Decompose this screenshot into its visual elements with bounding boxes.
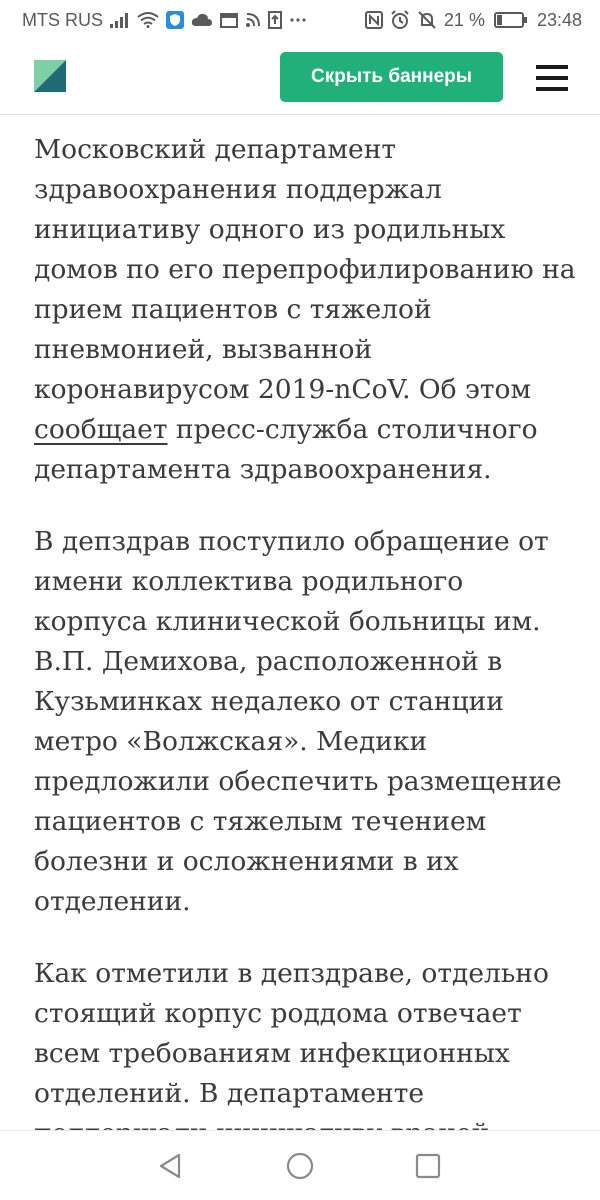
mute-icon [417,10,437,30]
recents-icon[interactable] [413,1151,443,1181]
clock: 23:48 [536,9,582,30]
text-line: отделений. В департаменте [34,1078,425,1109]
status-bar-right [365,10,582,31]
hide-banners-button[interactable]: Скрыть баннеры [280,52,503,102]
battery-level-fill [497,15,502,25]
shield-icon [166,11,184,29]
text-line: прием пациентов с тяжелой [34,294,432,325]
cloud-icon [191,13,213,27]
hamburger-menu-icon[interactable] [536,65,568,91]
text-line: пациентов с тяжелым течением [34,806,487,837]
signal-icon [110,12,130,28]
article-paragraph [34,522,574,922]
text-line: Кузьминках недалеко от станции [34,686,504,717]
article-paragraph [34,130,574,490]
text-line: Как отметили в депздраве, отдельно [34,958,549,989]
menu-bar-bottom [536,87,568,91]
text-line: стоящий корпус роддома отвечает [34,998,522,1029]
article-body [34,130,574,1186]
text-line: отделении. [34,886,191,917]
text-line: имени коллектива родильного [34,566,464,597]
text-line: инициативу одного из родильных [34,214,506,245]
source-link[interactable]: сообщает [34,414,168,445]
calendar-icon [220,12,238,28]
upload-icon [268,11,282,29]
text-line: департамента здравоохранения. [34,454,492,485]
alarm-icon [390,10,410,30]
battery-percent: 21 % [443,9,485,30]
text-line: В депздрав поступило обращение от [34,526,549,557]
menu-bar-middle [536,76,568,80]
site-logo[interactable] [34,60,66,92]
text-line: предложили обеспечить размещение [34,766,562,797]
text-line: домов по его перепрофилированию на [34,254,576,285]
back-icon[interactable] [155,1151,185,1181]
text-line: метро «Волжская». Медики [34,726,428,757]
text-line: В.П. Демихова, расположенной в [34,646,503,677]
status-bar-left [22,10,307,31]
nfc-icon [365,11,383,29]
site-header [0,40,600,115]
text-line: Московский департамент [34,134,397,165]
text-line: корпуса клинической больницы им. [34,606,541,637]
text-line [34,410,574,450]
more-icon [289,17,307,23]
battery-icon [494,12,524,28]
text-line: коронавирусом 2019-nCoV. Об этом [34,374,532,405]
text-fragment: пресс-служба столичного [167,414,538,445]
text-line: болезни и осложнениями в их [34,846,459,877]
carrier-name: MTS RUS [22,9,103,30]
text-line: пневмонией, вызванной [34,334,373,365]
system-nav-bar [0,1130,600,1200]
text-line: здравоохранения поддержал [34,174,442,205]
menu-bar-top [536,65,568,69]
text-line: всем требованиям инфекционных [34,1038,510,1069]
rss-icon [245,12,261,28]
home-icon[interactable] [285,1151,315,1181]
status-bar [0,0,600,40]
article-paragraph [34,954,574,1154]
wifi-icon [137,12,159,28]
